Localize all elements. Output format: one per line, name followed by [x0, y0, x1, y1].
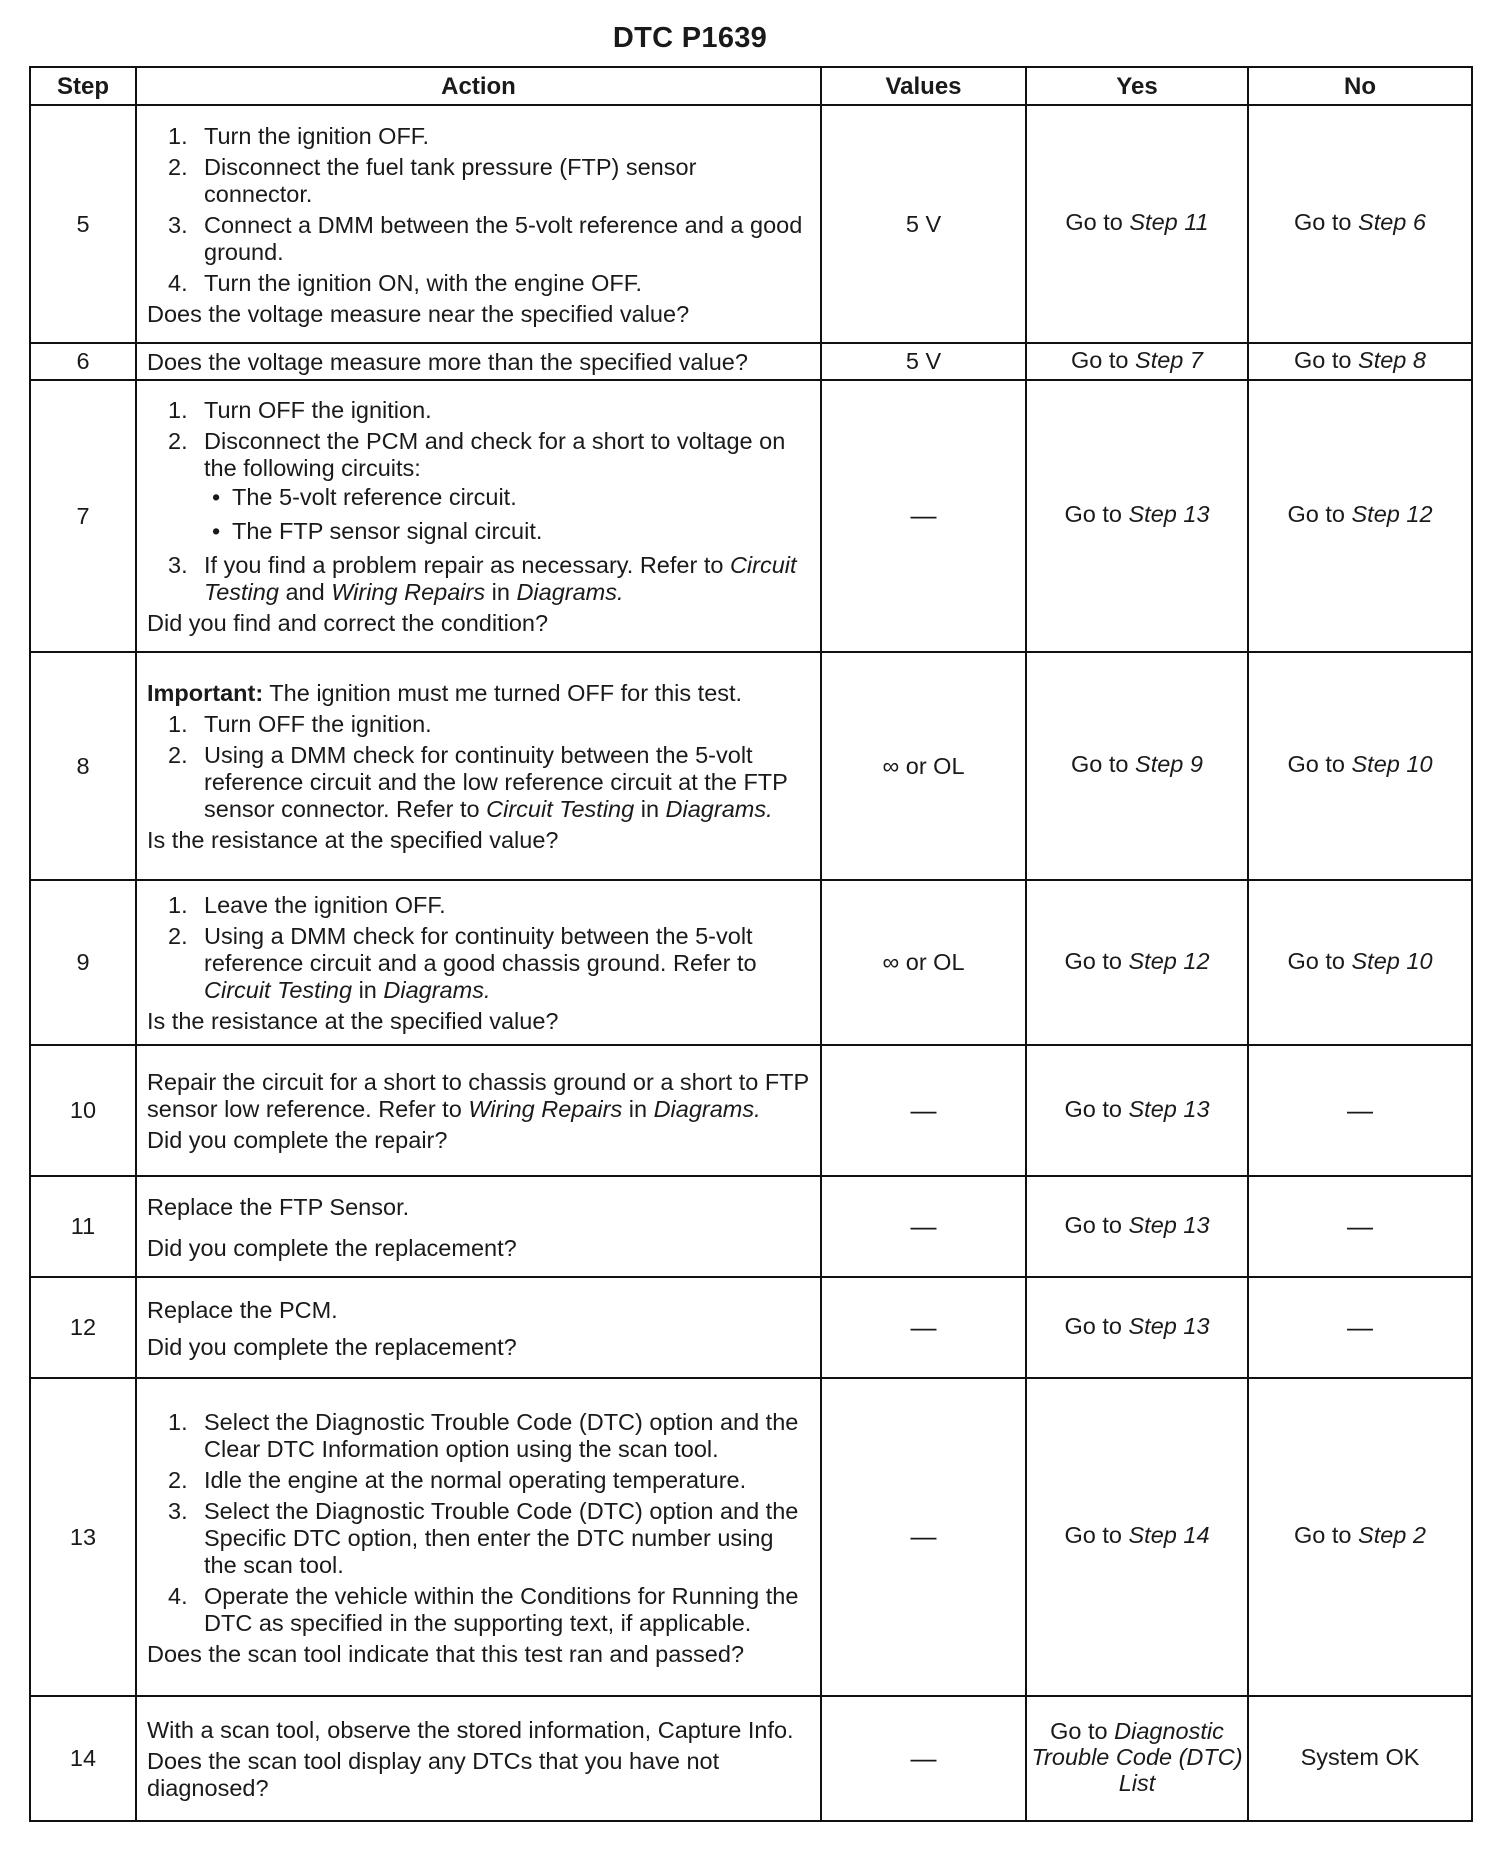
action-item: 2. Disconnect the PCM and check for a short to voltage on the following circuits: • The 5-volt reference circuit. • The FTP sensor signal circuit. [147, 428, 810, 545]
action-cell [136, 652, 821, 880]
action-question: Did you find and correct the condition? [147, 610, 549, 636]
value-cell: 5 V [821, 343, 1026, 380]
action-text: Replace the FTP Sensor. [147, 1193, 410, 1220]
action-cell [136, 880, 821, 1045]
action-cell [136, 1696, 821, 1821]
yes-cell: Go to Step 13 [1026, 380, 1248, 652]
action-item: 1. Turn OFF the ignition. [168, 397, 432, 423]
action-question: Does the voltage measure more than the specified value? [136, 343, 821, 380]
action-cell [136, 1176, 821, 1277]
action-item: 1. Leave the ignition OFF. [168, 892, 446, 918]
value-cell: — [821, 380, 1026, 652]
table-row-step-6 [30, 343, 1472, 380]
table-row-step-8 [30, 652, 1472, 880]
action-item: 2. Idle the engine at the normal operating temperature. [168, 1466, 747, 1493]
action-cell [136, 105, 821, 343]
action-text: With a scan tool, observe the stored information, Capture Info. [147, 1717, 794, 1743]
action-text: Repair the circuit for a short to chassis ground or a short to FTP sensor low reference. Refer to Wiring Repairs in Diagrams. [147, 1069, 809, 1122]
page-title: DTC P1639 [612, 22, 768, 54]
action-item: 1. Turn OFF the ignition. [168, 711, 432, 737]
no-cell: Go to Step 12 [1248, 380, 1472, 652]
yes-cell: Go to Step 11 [1026, 105, 1248, 343]
table-row-step-10 [30, 1045, 1472, 1176]
step-number: 13 [30, 1378, 136, 1696]
table-row-step-12 [30, 1277, 1472, 1378]
header-no: No [1248, 67, 1472, 105]
table-header-row [30, 67, 1472, 105]
yes-cell: Go to Step 14 [1026, 1378, 1248, 1696]
value-cell: — [821, 1696, 1026, 1821]
yes-cell: Go to Step 9 [1026, 652, 1248, 880]
no-cell: Go to Step 10 [1248, 652, 1472, 880]
action-item: 2. Using a DMM check for continuity between the 5-volt reference circuit and a good chassis ground. Refer to Circuit Testing in Diagrams. [168, 923, 757, 1003]
table-row-step-13 [30, 1378, 1472, 1696]
action-item: 4. Turn the ignition ON, with the engine OFF. [168, 269, 643, 296]
table-row-step-11 [30, 1176, 1472, 1277]
step-number: 12 [30, 1277, 136, 1378]
action-question: Is the resistance at the specified value? [147, 1008, 559, 1034]
action-question: Did you complete the repair? [147, 1127, 448, 1153]
action-question: Does the voltage measure near the specified value? [147, 300, 690, 327]
value-cell: 5 V [821, 105, 1026, 343]
no-cell: Go to Step 8 [1248, 343, 1472, 380]
action-item: 1. Turn the ignition OFF. [168, 122, 430, 149]
value-cell: ∞ or OL [821, 652, 1026, 880]
value-cell: — [821, 1378, 1026, 1696]
action-question: Did you complete the replacement? [147, 1333, 517, 1360]
header-action: Action [136, 67, 821, 105]
yes-cell: Go to Step 13 [1026, 1045, 1248, 1176]
value-cell: — [821, 1176, 1026, 1277]
value-cell: — [821, 1277, 1026, 1378]
table-row-step-5 [30, 105, 1472, 343]
bullet-item: • The FTP sensor signal circuit. [212, 518, 543, 544]
no-cell: — [1248, 1045, 1472, 1176]
action-cell [136, 1277, 821, 1378]
table-row-step-9 [30, 880, 1472, 1045]
no-cell: — [1248, 1277, 1472, 1378]
action-item: 2. Using a DMM check for continuity between the 5-volt reference circuit and the low reference circuit at the FTP sensor connector. Refer to Circuit Testing in Diagrams. [168, 742, 788, 822]
action-item: 3. Connect a DMM between the 5-volt reference and a good ground. [168, 211, 803, 265]
action-cell [136, 1045, 821, 1176]
no-cell: System OK [1248, 1696, 1472, 1821]
action-cell [136, 1378, 821, 1696]
yes-cell: Go to Step 13 [1026, 1277, 1248, 1378]
action-item: 3. Select the Diagnostic Trouble Code (DTC) option and the Specific DTC option, then enter the DTC number using the scan tool. [168, 1497, 799, 1578]
important-note: Important: The ignition must me turned OFF for this test. [147, 680, 743, 706]
action-item: 2. Disconnect the fuel tank pressure (FTP) sensor connector. [168, 153, 697, 207]
header-values: Values [821, 67, 1026, 105]
table-row-step-7 [30, 380, 1472, 652]
step-number: 5 [30, 105, 136, 343]
step-number: 7 [30, 380, 136, 652]
action-question: Did you complete the replacement? [147, 1234, 517, 1261]
table-row-step-14 [30, 1696, 1472, 1821]
action-text: Replace the PCM. [147, 1296, 338, 1323]
action-question: Does the scan tool display any DTCs that you have not diagnosed? [147, 1748, 720, 1801]
dtc-table [29, 66, 1473, 1822]
step-number: 11 [30, 1176, 136, 1277]
no-cell: Go to Step 10 [1248, 880, 1472, 1045]
yes-cell: Go to Step 7 [1026, 343, 1248, 380]
bullet-item: • The 5-volt reference circuit. [212, 484, 517, 510]
yes-cell: Go to Step 12 [1026, 880, 1248, 1045]
value-cell: — [821, 1045, 1026, 1176]
step-number: 6 [30, 343, 136, 380]
step-number: 8 [30, 652, 136, 880]
action-item: 3. If you find a problem repair as necessary. Refer to Circuit Testing and Wiring Repairs in Diagrams. [168, 552, 797, 605]
no-cell: Go to Step 2 [1248, 1378, 1472, 1696]
header-step: Step [30, 67, 136, 105]
header-yes: Yes [1026, 67, 1248, 105]
no-cell: — [1248, 1176, 1472, 1277]
no-cell: Go to Step 6 [1248, 105, 1472, 343]
action-item: 4. Operate the vehicle within the Conditions for Running the DTC as specified in the supporting text, if applicable. [168, 1582, 799, 1636]
action-cell [136, 380, 821, 652]
action-question: Does the scan tool indicate that this test ran and passed? [147, 1640, 745, 1667]
step-number: 14 [30, 1696, 136, 1821]
yes-cell: Go to Diagnostic Trouble Code (DTC) List [1026, 1696, 1248, 1821]
yes-cell: Go to Step 13 [1026, 1176, 1248, 1277]
step-number: 9 [30, 880, 136, 1045]
action-item: 1. Select the Diagnostic Trouble Code (DTC) option and the Clear DTC Information option using the scan tool. [168, 1408, 799, 1462]
action-question: Is the resistance at the specified value? [147, 827, 559, 853]
step-number: 10 [30, 1045, 136, 1176]
value-cell: ∞ or OL [821, 880, 1026, 1045]
